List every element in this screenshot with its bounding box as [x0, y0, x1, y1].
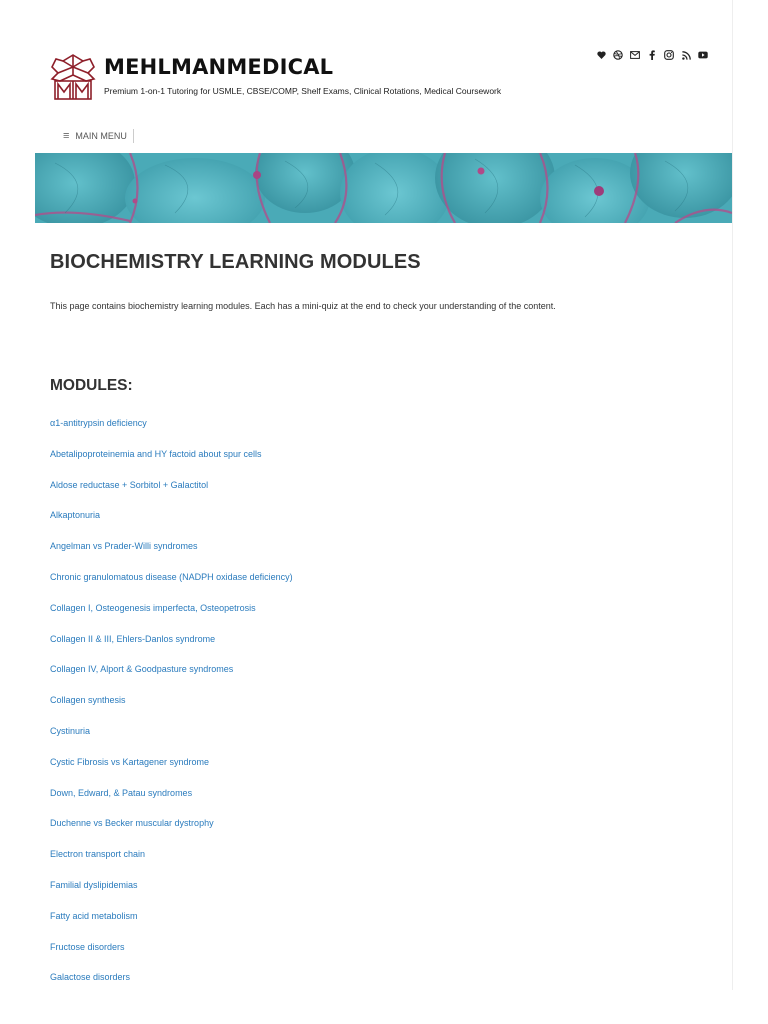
list-item: [50, 478, 293, 509]
module-link[interactable]: Down, Edward, & Patau syndromes: [50, 787, 193, 798]
module-list: [50, 416, 293, 1001]
list-item: [50, 662, 293, 693]
hamburger-icon: ≡: [63, 130, 70, 142]
page-intro: This page contains biochemistry learning modules. Each has a mini-quiz at the end to check your understanding of the content.: [50, 301, 556, 311]
module-link[interactable]: Collagen II & III, Ehlers-Danlos syndrome: [50, 633, 216, 644]
main-menu-toggle[interactable]: [63, 130, 127, 142]
site-title[interactable]: MEHLMANMEDICAL: [104, 55, 334, 79]
heart-icon[interactable]: [596, 48, 606, 62]
list-item: [50, 816, 293, 847]
module-link[interactable]: Aldose reductase + Sorbitol + Galactitol: [50, 479, 209, 490]
menu-divider: [133, 129, 134, 143]
list-item: [50, 632, 293, 663]
module-link[interactable]: Fructose disorders: [50, 941, 125, 952]
list-item: [50, 878, 293, 909]
module-link[interactable]: Electron transport chain: [50, 849, 146, 860]
list-item: [50, 940, 293, 971]
module-link[interactable]: Galactose disorders: [50, 972, 131, 983]
list-item: [50, 755, 293, 786]
module-link[interactable]: Chronic granulomatous disease (NADPH oxidase deficiency): [50, 571, 293, 582]
module-link[interactable]: Collagen synthesis: [50, 695, 126, 706]
module-link[interactable]: Angelman vs Prader-Willi syndromes: [50, 541, 198, 552]
dribbble-icon[interactable]: [613, 48, 623, 62]
list-item: [50, 416, 293, 447]
list-item: [50, 693, 293, 724]
list-item: [50, 447, 293, 478]
module-link[interactable]: Duchenne vs Becker muscular dystrophy: [50, 818, 214, 829]
header-banner: [35, 153, 732, 223]
list-item: [50, 570, 293, 601]
module-link[interactable]: Fatty acid metabolism: [50, 910, 138, 921]
page-title: BIOCHEMISTRY LEARNING MODULES: [50, 251, 421, 273]
content-border: [732, 0, 733, 990]
mail-icon[interactable]: [630, 48, 640, 62]
module-link[interactable]: Abetalipoproteinemia and HY factoid about spur cells: [50, 448, 262, 459]
module-link[interactable]: Collagen IV, Alport & Goodpasture syndromes: [50, 664, 234, 675]
module-link[interactable]: Cystic Fibrosis vs Kartagener syndrome: [50, 756, 210, 767]
social-links: [596, 48, 708, 62]
rss-icon[interactable]: [681, 48, 691, 62]
list-item: [50, 909, 293, 940]
instagram-icon[interactable]: [664, 48, 674, 62]
youtube-icon[interactable]: [698, 48, 708, 62]
list-item: [50, 970, 293, 1001]
site-logo[interactable]: [50, 53, 96, 101]
list-item: [50, 601, 293, 632]
module-link[interactable]: Alkaptonuria: [50, 510, 101, 521]
module-link[interactable]: Cystinuria: [50, 725, 91, 736]
list-item: [50, 724, 293, 755]
list-item: [50, 539, 293, 570]
module-link[interactable]: α1-antitrypsin deficiency: [50, 418, 147, 428]
list-item: [50, 847, 293, 878]
list-item: [50, 508, 293, 539]
module-link[interactable]: Familial dyslipidemias: [50, 879, 138, 890]
module-link[interactable]: Collagen I, Osteogenesis imperfecta, Osteopetrosis: [50, 602, 256, 613]
facebook-icon[interactable]: [647, 48, 657, 62]
modules-heading: MODULES:: [50, 377, 133, 394]
main-menu-label: MAIN MENU: [75, 131, 127, 141]
site-tagline: Premium 1-on-1 Tutoring for USMLE, CBSE/COMP, Shelf Exams, Clinical Rotations, Medical Coursework: [104, 86, 502, 96]
list-item: [50, 786, 293, 817]
